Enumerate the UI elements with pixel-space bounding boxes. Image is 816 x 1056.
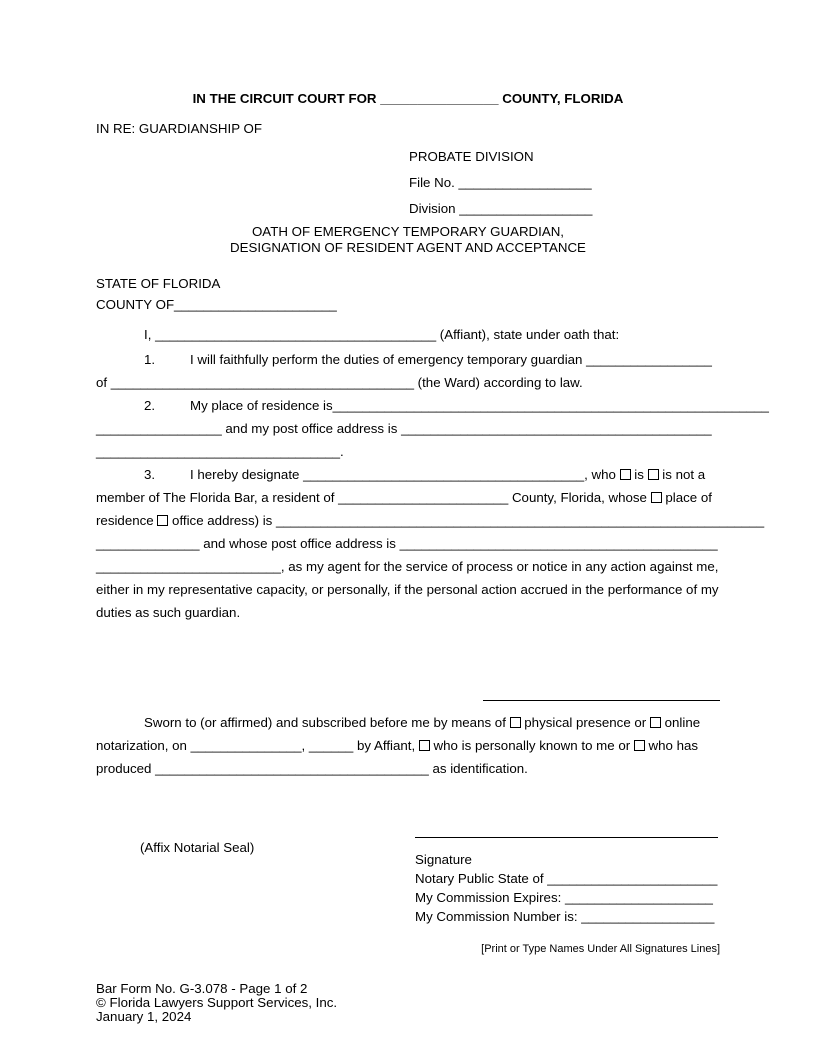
print-type-names-note: [Print or Type Names Under All Signatures Lines] [481,943,720,955]
sworn-line2 [96,734,720,757]
affix-notarial-seal-note: (Affix Notarial Seal) [140,840,255,855]
paragraph-3-line5: _________________________, as my agent for the service of process or notice in any action against me, [96,559,719,574]
checkbox-produced-identification[interactable] [634,740,645,751]
sworn-line1 [96,711,720,734]
paragraph-2-line2: _________________ and my post office address is __________________________________________ [96,421,712,436]
sworn-line1a-text: Sworn to (or affirmed) and subscribed before me by means of [144,715,510,730]
checkbox-physical-presence[interactable] [510,717,521,728]
sworn-line2b-text: who is personally known to me or [429,738,634,753]
sworn-line1b-text: physical presence or [520,715,650,730]
checkbox-is-member[interactable] [620,469,631,480]
paragraph-3-number: 3. [144,467,156,482]
paragraph-3-line3b-text: office address) is __________________________________________________________________ [168,513,765,528]
notarization-statement [96,711,720,780]
sworn-line1c-text: online [660,715,701,730]
form-title-line1: OATH OF EMERGENCY TEMPORARY GUARDIAN, [251,224,565,239]
paragraph-3-line4: ______________ and whose post office address is ___________________________________________ [96,536,718,551]
notary-signature-line [415,837,718,838]
form-title [96,224,720,256]
paragraph-3-line1c-text: is not a [658,467,706,482]
probate-division-label: PROBATE DIVISION [409,149,534,164]
affiant-oath-line [96,323,720,346]
sworn-line2c-text: who has [644,738,699,753]
signature-label: Signature [415,852,472,867]
paragraph-3-line2b-text: place of [661,490,712,505]
county-of-line: COUNTY OF______________________ [96,297,337,312]
paragraph-3 [96,463,765,624]
footer-form-number: Bar Form No. G-3.078 - Page 1 of 2 [96,981,308,996]
paragraph-1-line2: of _________________________________________ (the Ward) according to law. [96,375,583,390]
division-field: Division __________________ [409,201,593,216]
probate-block [409,144,720,222]
footer-date: January 1, 2024 [96,1009,192,1024]
paragraph-1-number: 1. [144,352,156,367]
state-of-florida-line: STATE OF FLORIDA [96,276,221,291]
paragraph-1-line1-text: I will faithfully perform the duties of emergency temporary guardian _________________ [190,352,712,367]
checkbox-is-not-member[interactable] [648,469,659,480]
paragraph-2-number: 2. [144,398,156,413]
notary-signature-block [415,837,720,926]
footer-copyright: © Florida Lawyers Support Services, Inc. [96,995,338,1010]
notary-public-state-line: Notary Public State of _______________________ [415,871,718,886]
paragraph-1-line1 [96,348,720,371]
sworn-line3: produced _____________________________________ as identification. [96,761,528,776]
paragraph-2 [96,394,769,463]
paragraph-2-line1-text: My place of residence is___________________________________________________________ [190,398,769,413]
paragraph-3-line7: duties as such guardian. [96,605,241,620]
paragraph-3-line6: either in my representative capacity, or personally, if the personal action accrued in the performance of my [96,582,719,597]
form-title-line2: DESIGNATION OF RESIDENT AGENT AND ACCEPTANCE [230,240,586,255]
venue-block [96,273,720,315]
checkbox-place-of-residence[interactable] [651,492,662,503]
checkbox-personally-known[interactable] [419,740,430,751]
paragraph-3-line3 [96,509,765,532]
paragraph-3-line1 [96,463,720,486]
commission-expires-line: My Commission Expires: ____________________ [415,890,713,905]
paragraph-1 [96,348,720,394]
commission-number-line: My Commission Number is: __________________ [415,909,715,924]
file-no-field: File No. __________________ [409,175,592,190]
paragraph-3-line2 [96,486,720,509]
in-re-line: IN RE: GUARDIANSHIP OF [96,121,262,136]
court-header: IN THE CIRCUIT COURT FOR ________________ COUNTY, FLORIDA [192,91,624,106]
paragraph-2-line1 [96,394,769,417]
checkbox-office-address[interactable] [157,515,168,526]
paragraph-3-line2a-text: member of The Florida Bar, a resident of _______________________ County, Florida, whose [96,490,651,505]
paragraph-3-line3a-text: residence [96,513,158,528]
checkbox-online-notarization[interactable] [650,717,661,728]
affiant-signature-line [483,700,720,701]
paragraph-2-line3: _________________________________. [96,444,344,459]
paragraph-3-line1b-text: is [630,467,648,482]
paragraph-3-line1a-text: I hereby designate ______________________________________, who [190,467,620,482]
affiant-oath-text: I, ______________________________________ (Affiant), state under oath that: [144,327,620,342]
sworn-line2a-text: notarization, on _______________, ______ by Affiant, [96,738,419,753]
footer-block [96,982,720,1024]
